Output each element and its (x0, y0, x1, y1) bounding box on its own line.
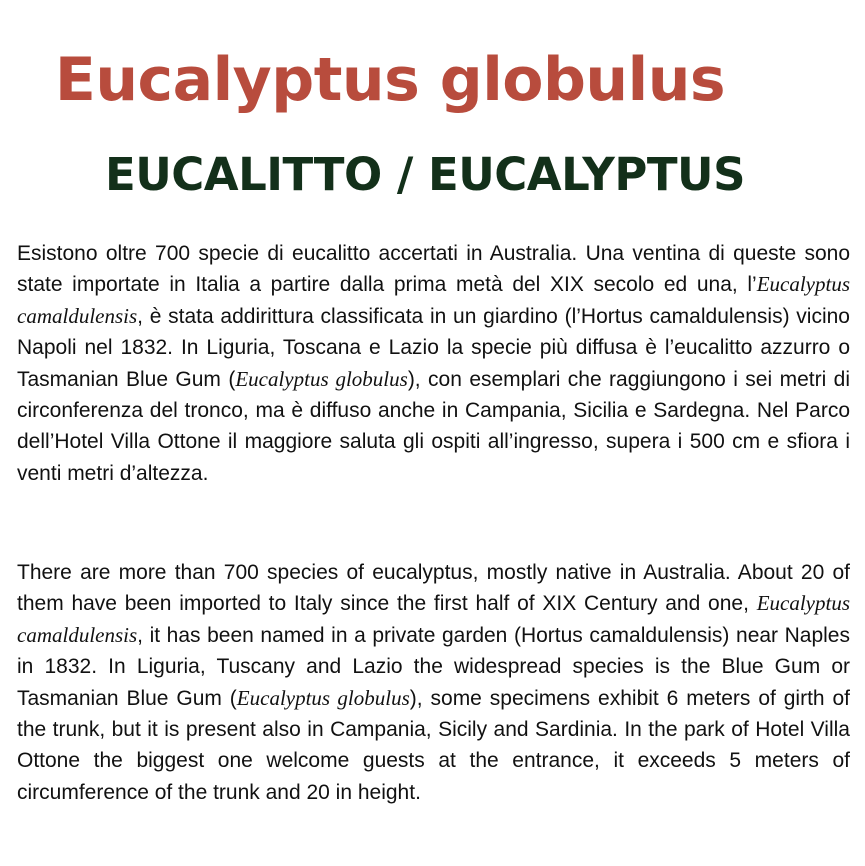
paragraph-italian-text: , è stata addirittura classificata in un giardino (l’Hortus camaldulensis) vicino Napoli nel 1832. In Liguria, Toscana e Lazio la specie più diffusa è l’eucalitto azzurro o Tasmanian Blue Gum ( (17, 304, 850, 391)
paragraph-italian-text: ), con esemplari che raggiungono i sei metri di circonferenza del tronco, ma è diffuso anche in Campania, Sicilia e Sardegna. Nel Parco dell’Hotel Villa Ottone il maggiore saluta gli ospiti all’ingresso, supera i 500 cm e sfiora i venti metri d’altezza. (17, 367, 850, 485)
species-name: Eucalyptus globulus (235, 366, 408, 391)
species-name: Eucalyptus camaldulensis (17, 591, 850, 647)
paragraph-english-text: ), some specimens exhibit 6 meters of girth of the trunk, but it is present also in Campania, Sicily and Sardinia. In the park of Hotel Villa Ottone the biggest one welcome guests at the entrance, it exceeds 5 meters of circumference of the trunk and 20 in height. (17, 686, 851, 804)
page-subtitle: EUCALITTO / EUCALYPTUS (104, 148, 745, 201)
paragraph-italian-text: Esistono oltre 700 specie di eucalitto accertati in Australia. Una ventina di queste sono state importate in Italia a partire dalla prima metà del XIX secolo ed una, l’ (17, 242, 850, 297)
paragraph-english (17, 557, 850, 808)
species-name: Eucalyptus camaldulensis (17, 272, 850, 328)
species-name: Eucalyptus globulus (236, 685, 410, 710)
page-title: Eucalyptus globulus (54, 45, 726, 115)
paragraph-english-text: There are more than 700 species of eucalyptus, mostly native in Australia. About 20 of them have been imported to Italy since the first half of XIX Century and one, (17, 561, 850, 616)
paragraph-italian (17, 238, 850, 489)
paragraph-english-text: , it has been named in a private garden (Hortus camaldulensis) near Naples in 1832. In Liguria, Tuscany and Lazio the widespread species is the Blue Gum or Tasmanian Blue Gum ( (17, 623, 850, 710)
